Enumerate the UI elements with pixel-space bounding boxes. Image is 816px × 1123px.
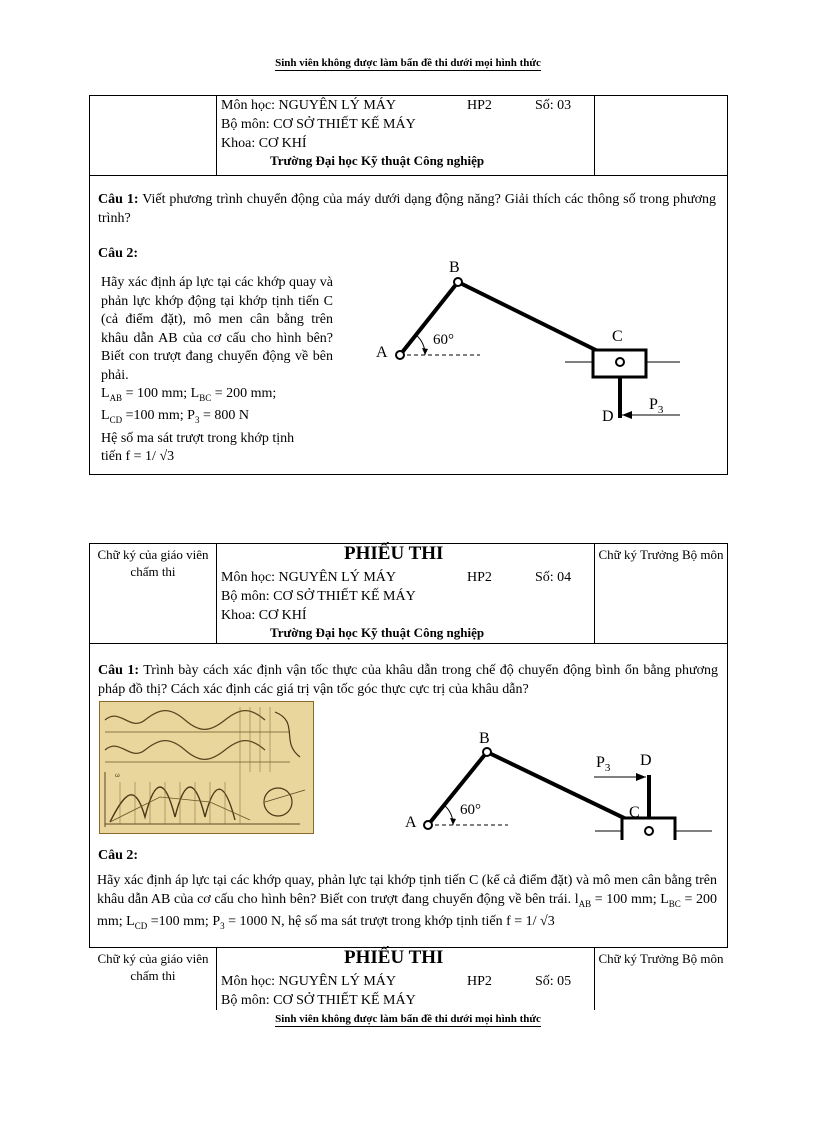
mechanism-diagram-2 [400, 725, 720, 840]
graph-photo [99, 701, 314, 834]
sheet2-school: Trường Đại học Kỹ thuật Công nghiệp [270, 625, 485, 640]
sheet1-question-2-text: Hãy xác định áp lực tại các khớp quay và phản lực khớp động tại khớp tịnh tiến C (cả điểm đặt), mô men cân bằng trên khâu dẫn AB của cơ cấu cho hình bên? Biết con trượt đang chuyển động về bên phải. $L_{AB} = 100$ mm; $L_{BC} = 200$ mm; $L_{CD} =100$ mm; $P_3 = 800$ N Hệ số ma sát trượt trong khớp tịnh tiến f = 1/ √3 [101, 275, 333, 465]
label-a: A [376, 344, 388, 361]
sheet1-school: Trường Đại học Kỹ thuật Công nghiệp [270, 153, 485, 168]
svg-text:C: C [629, 804, 640, 821]
sheet3-header: Môn học: NGUYÊN LÝ MÁY HP2 Số: 05 Bộ môn: CƠ SỞ THIẾT KẾ MÁY [221, 974, 572, 1008]
sheet1-question-2-label: Câu 2: [98, 246, 139, 261]
sheet2-grader-signature: Chữ ký của giáo viên chấm thi [97, 547, 209, 579]
label-d: D [602, 408, 614, 425]
sheet1-question-1: Câu 1: Viết phương trình chuyển động của máy dưới dạng động năng? Giải thích các thông số trong phương trình? [98, 192, 717, 226]
label-c: C [612, 328, 623, 345]
mechanism-diagram-1 [370, 255, 690, 430]
svg-text:P3: $P_3$ [596, 754, 611, 774]
label-b: B [449, 259, 460, 276]
svg-text:ω: ω [115, 773, 120, 779]
graph-photo-drawing [100, 702, 313, 833]
sheet3-title: PHIẾU THI [344, 947, 444, 968]
sheet3-grader-signature: Chữ ký của giáo viên chấm thi [97, 951, 209, 983]
svg-text:D: D [640, 752, 652, 769]
sheet2-header: Môn học: NGUYÊN LÝ MÁY HP2 Số: 04 Bộ môn: CƠ SỞ THIẾT KẾ MÁY Khoa: CƠ KHÍ [221, 570, 572, 623]
sheet1-header: Môn học: NGUYÊN LÝ MÁY HP2 Số: 03 Bộ môn: CƠ SỞ THIẾT KẾ MÁY Khoa: CƠ KHÍ [221, 98, 572, 151]
sheet2-head-signature: Chữ ký Trưởng Bộ môn [598, 547, 724, 562]
sheet2-title: PHIẾU THI [344, 543, 444, 564]
label-p3: $P_3$ [649, 396, 664, 416]
svg-text:60°: 60° [460, 802, 481, 818]
sheet2-question-1: Câu 1: Trình bày cách xác định vận tốc thực của khâu dẫn trong chế độ chuyển động bình ổn bằng phương pháp đồ thị? Cách xác định các giá trị vận tốc góc thực cực trị của khâu dẫn? [98, 663, 718, 697]
sheet3-head-signature: Chữ ký Trưởng Bộ môn [598, 951, 724, 966]
svg-text:B: B [479, 730, 490, 747]
sheet2-question-2-text: Hãy xác định áp lực tại các khớp quay, phản lực tại khớp tịnh tiến C (kể cả điểm đặt) và mô men cân bằng trên khâu dẫn AB của cơ cấu cho hình bên? Biết con trượt đang chuyển động về bên trái. $l_{AB} = 100$ mm; $L_{BC} = 200$ mm; $L_{CD} =100$ mm; $P_3 = 1000$ N, hệ số ma sát trượt trong khớp tịnh tiến f = 1/ √3 [97, 873, 717, 931]
svg-text:A: A [405, 814, 417, 831]
bottom-notice: Sinh viên không được làm bẩn đề thi dưới mọi hình thức [275, 1013, 541, 1025]
sheet2-question-2-label: Câu 2: [98, 848, 139, 863]
top-notice: Sinh viên không được làm bẩn đề thi dưới mọi hình thức [275, 57, 541, 69]
label-angle: 60° [433, 332, 454, 348]
